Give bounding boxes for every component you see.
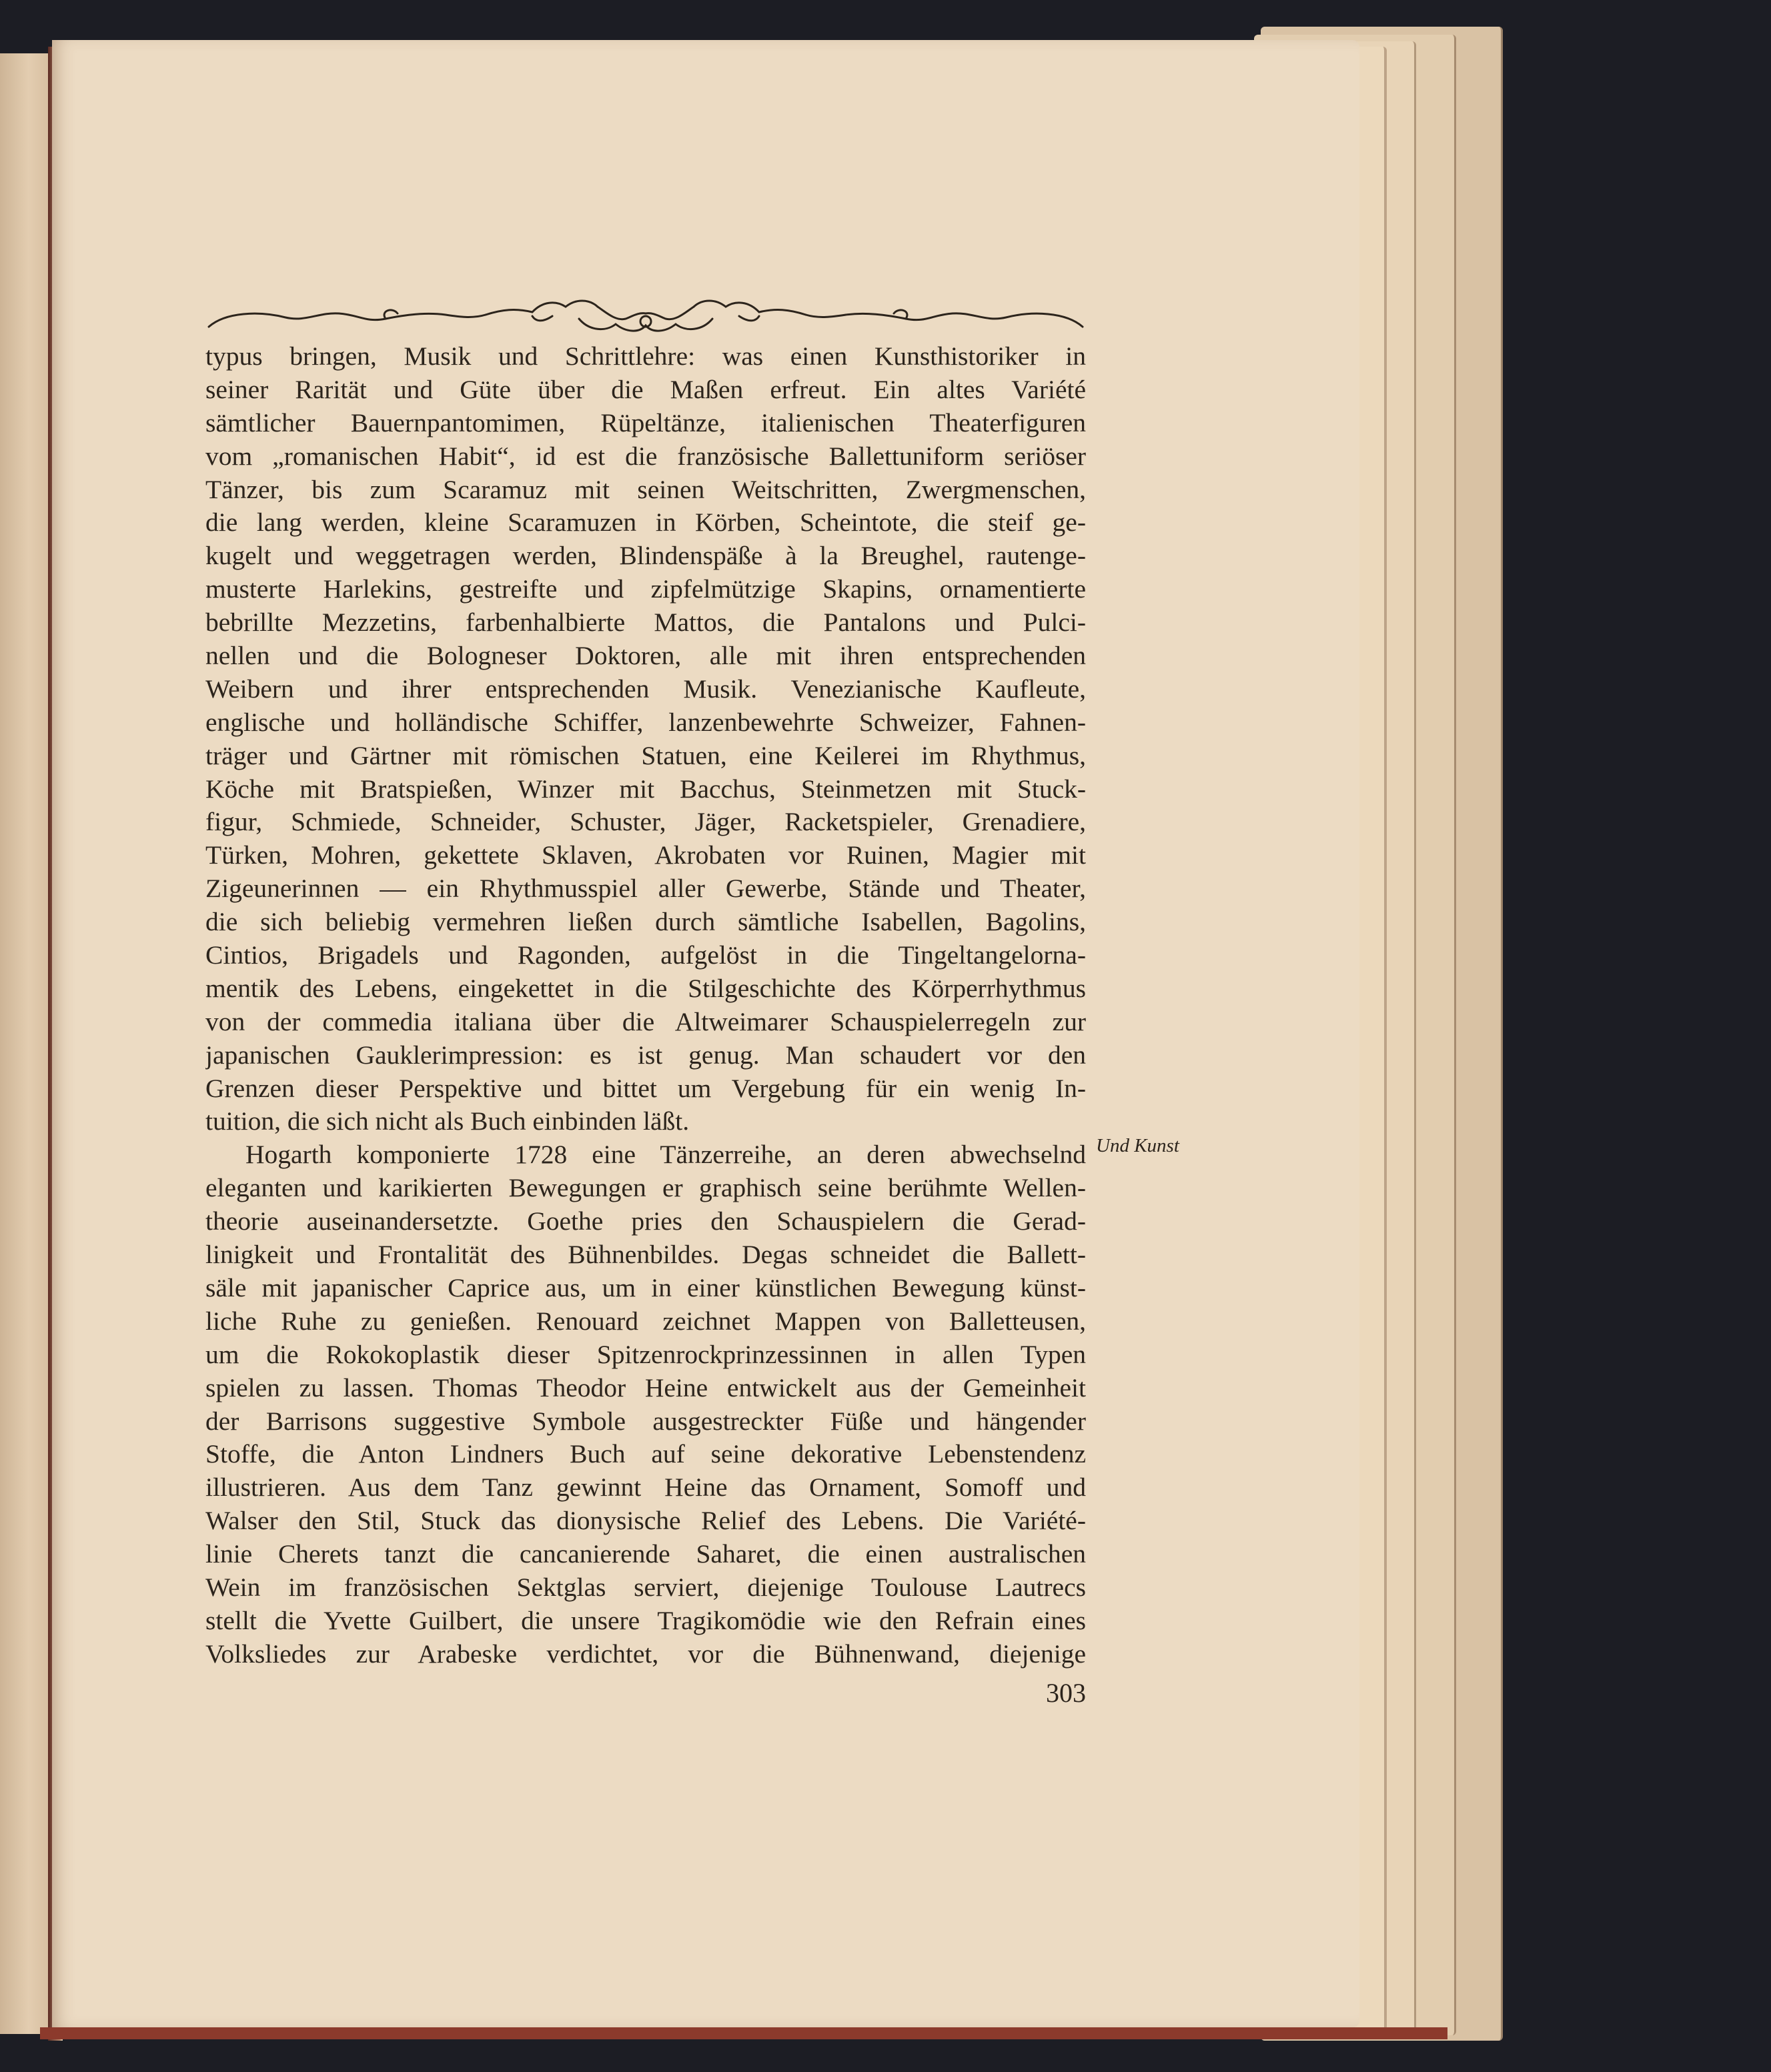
text-line: die lang werden, kleine Scaramuzen in Körben, Scheintote, die steif ge-: [205, 507, 1086, 538]
text-line: theorie auseinandersetzte. Goethe pries den Schauspielern die Gerad-: [205, 1206, 1086, 1236]
text-line: seiner Rarität und Güte über die Maßen erfreut. Ein altes Variété: [205, 374, 1086, 404]
text-line: linie Cherets tanzt die cancanierende Saharet, die einen australischen: [205, 1539, 1086, 1569]
text-line: Walser den Stil, Stuck das dionysische Relief des Lebens. Die Variété-: [205, 1506, 1086, 1536]
text-line: die sich beliebig vermehren ließen durch sämtliche Isabellen, Bagolins,: [205, 907, 1086, 937]
ornament-icon: [205, 292, 1086, 339]
text-line: Grenzen dieser Perspektive und bittet um Vergebung für ein wenig In-: [205, 1073, 1086, 1103]
text-line: kugelt und weggetragen werden, Blindenspäße à la Breughel, rautenge-: [205, 541, 1086, 571]
text-line: säle mit japanischer Caprice aus, um in einer künstlichen Bewegung künst-: [205, 1272, 1086, 1302]
margin-note: Und Kunst: [1096, 1135, 1179, 1156]
text-line: spielen zu lassen. Thomas Theodor Heine entwickelt aus der Gemeinheit: [205, 1372, 1086, 1402]
text-line: Zigeunerinnen — ein Rhythmusspiel aller Gewerbe, Stände und Theater,: [205, 874, 1086, 904]
text-line: illustrieren. Aus dem Tanz gewinnt Heine das Ornament, Somoff und: [205, 1472, 1086, 1502]
text-line: figur, Schmiede, Schneider, Schuster, Jäger, Racketspieler, Grenadiere,: [205, 807, 1086, 837]
text-line: stellt die Yvette Guilbert, die unsere Tragikomödie wie den Refrain eines: [205, 1605, 1086, 1635]
page-number: 303: [1046, 1678, 1086, 1708]
text-line: Türken, Mohren, gekettete Sklaven, Akrobaten vor Ruinen, Magier mit: [205, 840, 1086, 870]
text-line: bebrillte Mezzetins, farbenhalbierte Mattos, die Pantalons und Pulci-: [205, 608, 1086, 638]
text-line: nellen und die Bologneser Doktoren, alle mit ihren entsprechenden: [205, 641, 1086, 671]
text-line: Cintios, Brigadels und Ragonden, aufgelöst in die Tingeltangelorna-: [205, 940, 1086, 970]
text-line: Wein im französischen Sektglas serviert, diejenige Toulouse Lautrecs: [205, 1572, 1086, 1602]
text-line: Weibern und ihrer entsprechenden Musik. Venezianische Kaufleute,: [205, 674, 1086, 704]
text-line: Köche mit Bratspießen, Winzer mit Bacchus, Steinmetzen mit Stuck-: [205, 774, 1086, 804]
text-line: träger und Gärtner mit römischen Statuen, eine Keilerei im Rhythmus,: [205, 740, 1086, 770]
text-line: der Barrisons suggestive Symbole ausgestreckter Füße und hängender: [205, 1406, 1086, 1436]
text-line: Stoffe, die Anton Lindners Buch auf seine dekorative Lebenstendenz: [205, 1439, 1086, 1469]
text-line: linigkeit und Frontalität des Bühnenbildes. Degas schneidet die Ballett-: [205, 1240, 1086, 1270]
text-line: musterte Harlekins, gestreifte und zipfelmützige Skapins, ornamentierte: [205, 574, 1086, 604]
body-text: [205, 340, 1086, 1671]
text-line: Hogarth komponierte 1728 eine Tänzerreihe, an deren abwechselnd: [245, 1140, 1086, 1170]
text-line: Volksliedes zur Arabeske verdichtet, vor die Bühnenwand, diejenige: [205, 1639, 1086, 1669]
text-line: englische und holländische Schiffer, lanzenbewehrte Schweizer, Fahnen-: [205, 707, 1086, 737]
text-line: sämtlicher Bauernpantomimen, Rüpeltänze, italienischen Theaterfiguren: [205, 407, 1086, 437]
book-cover-edge: [40, 2027, 1447, 2039]
text-line: Tänzer, bis zum Scaramuz mit seinen Weitschritten, Zwergmenschen,: [205, 474, 1086, 504]
text-line: mentik des Lebens, eingekettet in die Stilgeschichte des Körperrhythmus: [205, 973, 1086, 1003]
text-line: vom „romanischen Habit“, id est die französische Ballettuniform seriöser: [205, 441, 1086, 471]
previous-page-edge: [0, 53, 52, 2034]
text-line: typus bringen, Musik und Schrittlehre: was einen Kunsthistoriker in: [205, 341, 1086, 371]
text-line: eleganten und karikierten Bewegungen er graphisch seine berühmte Wellen-: [205, 1173, 1086, 1203]
text-line: liche Ruhe zu genießen. Renouard zeichnet Mappen von Balletteusen,: [205, 1306, 1086, 1336]
text-line: von der commedia italiana über die Altweimarer Schauspielerregeln zur: [205, 1006, 1086, 1036]
text-line: japanischen Gauklerimpression: es ist genug. Man schaudert vor den: [205, 1040, 1086, 1070]
text-line: um die Rokokoplastik dieser Spitzenrockprinzessinnen in allen Typen: [205, 1339, 1086, 1369]
book-page: [52, 40, 1359, 2027]
text-line: tuition, die sich nicht als Buch einbinden läßt.: [205, 1106, 690, 1136]
